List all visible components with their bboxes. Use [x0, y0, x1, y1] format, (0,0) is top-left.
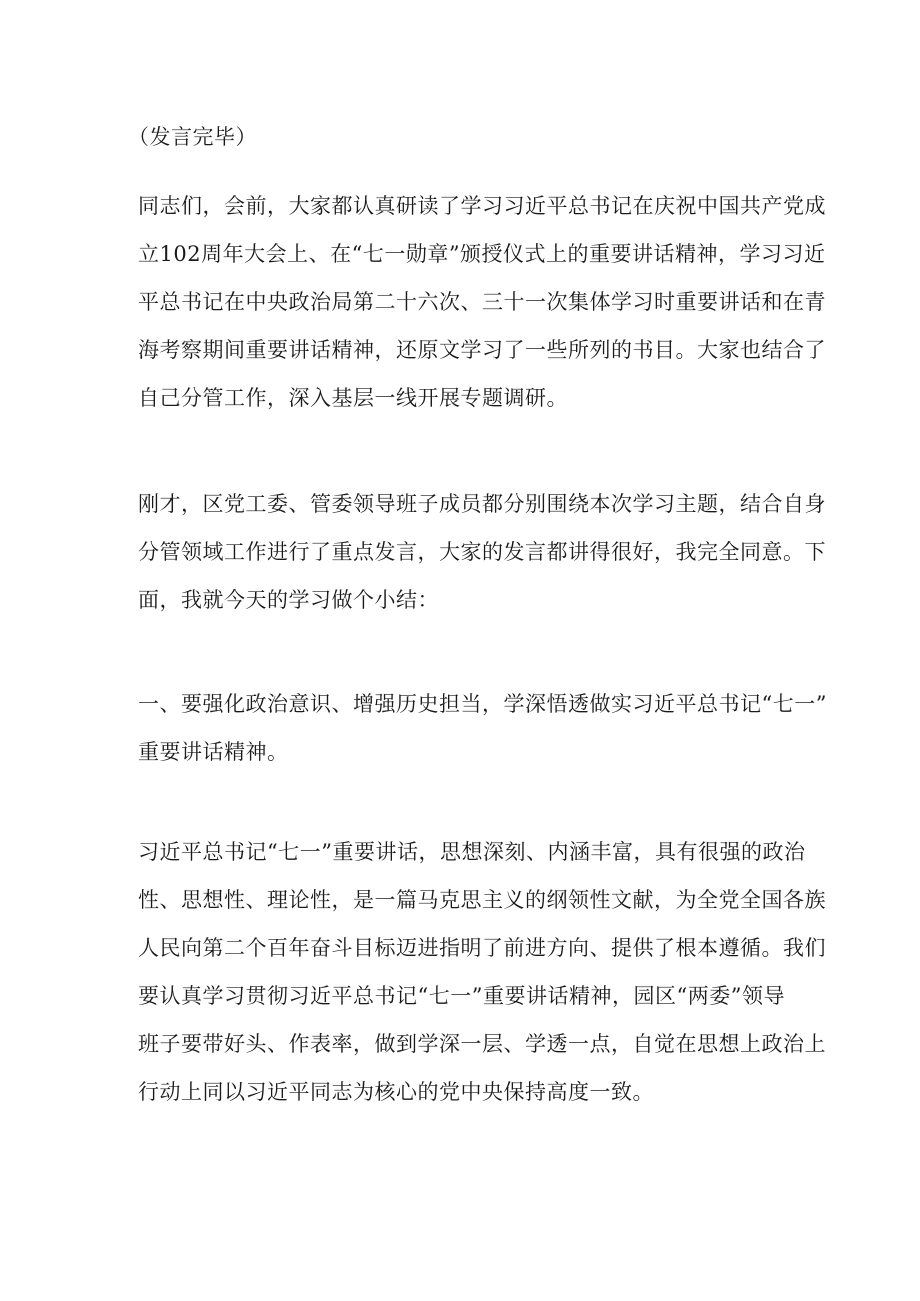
paragraph-summary	[138, 480, 826, 624]
text-line: 人民向第二个百年奋斗目标迈进指明了前进方向、提供了根本遵循。我们	[138, 936, 826, 960]
text-line: 一、要强化政治意识、增强历史担当，学深悟透做实习近平总书记“七一”	[138, 692, 827, 716]
text-line: 同志们，会前，大家都认真研读了学习习近平总书记在庆祝中国共产党成	[138, 194, 826, 218]
closing-note	[128, 113, 788, 161]
paragraph-body	[138, 828, 826, 1116]
text-line: 行动上同以习近平同志为核心的党中央保持高度一致。	[138, 1080, 654, 1104]
text-line: 刚才，区党工委、管委领导班子成员都分别围绕本次学习主题，结合自身	[138, 492, 826, 516]
text-line: 平总书记在中央政治局第二十六次、三十一次集体学习时重要讲话和在青	[138, 290, 826, 314]
text-line: 立102周年大会上、在“七一勋章”颁授仪式上的重要讲话精神，学习习近	[138, 242, 826, 266]
text-line: 面，我就今天的学习做个小结：	[138, 588, 439, 612]
section-heading	[138, 680, 827, 776]
text-line: （发言完毕）	[128, 125, 257, 149]
text-line: 要认真学习贯彻习近平总书记“七一”重要讲话精神，园区“两委”领导	[138, 984, 785, 1008]
text-line: 性、思想性、理论性，是一篇马克思主义的纲领性文献，为全党全国各族	[138, 888, 826, 912]
text-line: 自己分管工作，深入基层一线开展专题调研。	[138, 386, 568, 410]
paragraph-intro	[138, 182, 826, 422]
text-line: 分管领域工作进行了重点发言，大家的发言都讲得很好，我完全同意。下	[138, 540, 826, 564]
text-line: 习近平总书记“七一”重要讲话，思想深刻、内涵丰富，具有很强的政治	[138, 840, 806, 864]
text-line: 班子要带好头、作表率，做到学深一层、学透一点，自觉在思想上政治上	[138, 1032, 826, 1056]
text-line: 重要讲话精神。	[138, 740, 289, 764]
text-line: 海考察期间重要讲话精神，还原文学习了一些所列的书目。大家也结合了	[138, 338, 826, 362]
